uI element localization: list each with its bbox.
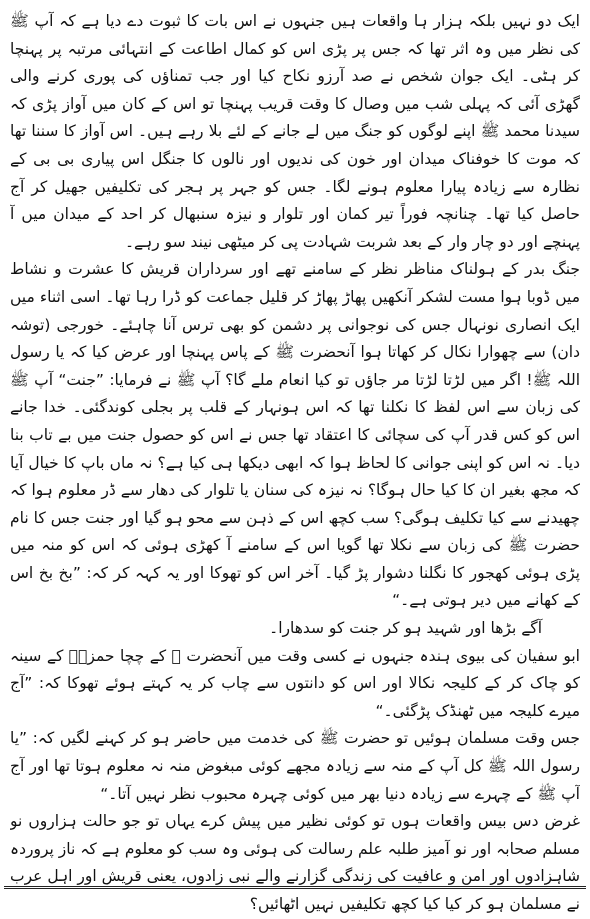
bottom-double-rule [4, 886, 586, 889]
paragraph-1: ایک دو نہیں بلکہ ہزار ہا واقعات ہیں جنہوں نے اس بات کا ثبوت دے دیا ہے کہ آپ ﷺ کی نظر میں وہ اثر تھا کہ جس پر پڑی اس کو کمال اطاعت کے انتہائی مرتبہ پر پہنچا کر ہٹی۔ ایک جوان شخص نے صد آرزو نکاح کیا اور جب تمناؤں کی پوری کرنے والی گھڑی آئی کہ پہلی شب میں وصال کا وقت قریب پہنچا تو اس کے کان میں آواز پڑی کہ سیدنا محمد ﷺ اپنے لوگوں کو جنگ میں لے جانے کے لئے بلا رہے ہیں۔ اس آواز کا سننا تھا کہ موت کا خوفناک میدان اور خون کی ندیوں اور نالوں کا جنگل اس پیاری بی بی کے نظارہ سے زیادہ پیارا معلوم ہونے لگا۔ جس کو جہر پر ہجر کی تکلیفیں جھیل کر آج حاصل کیا تھا۔ چنانچہ فوراً تیر کمان اور تلوار و نیزہ سنبھال کر احد کے میدان میں آ پہنچے اور دو چار وار کے بعد شربت شہادت پی کر میٹھی نیند سو رہے۔ [10, 12, 580, 251]
paragraph-2: جنگ بدر کے ہولناک مناظر نظر کے سامنے تھے اور سرداران قریش کا عشرت و نشاط میں ڈوبا ہوا مست لشکر آنکھیں پھاڑ پھاڑ کر قلیل جماعت کو ڈرا رہا تھا۔ اسی اثناء میں ایک انصاری نونہال جس کی نوجوانی پر دشمن کو بھی ترس آنا چاہئے۔ خورجی (توشہ دان) سے چھوارا نکال کر کھاتا ہوا آنحضرت ﷺ کے پاس پہنچا اور عرض کیا کہ یا رسول اللہ ﷺ! اگر میں لڑتا لڑتا مر جاؤں تو کیا انعام ملے گا؟ آپ ﷺ نے فرمایا: ”جنت“ آپ ﷺ کی زبان سے اس لفظ کا نکلنا تھا کہ اس ہونہار کے قلب پر بجلی کوندگئی۔ خدا جانے اس کو کس قدر آپ کی سچائی کا اعتقاد تھا جس نے اس کو حصول جنت میں بے تاب بنا دیا۔ نہ اس کو اپنی جوانی کا لحاظ ہوا کہ ابھی دیکھا ہی کیا ہے؟ نہ ماں باپ کا خیال آیا کہ مجھ بغیر ان کا کیا حال ہوگا؟ نہ نیزہ کی سنان یا تلوار کی دھار سے ڈر معلوم ہوا کہ چھیدنے سے کیا تکلیف ہوگی؟ سب کچھ اس کے ذہن سے محو ہو گیا اور جنت جس کا نام حضرت ﷺ کی زبان سے نکلا تھا گویا اس کے سامنے آ کھڑی ہوئی کہ اس کو منہ میں پڑی ہوئی کھجور کا نگلنا دشوار پڑ گیا۔ آخر اس کو تھوکا اور یہ کہہ کر کہ: ”بخ بخ اس کے کھانے میں دیر ہوتی ہے۔“ [10, 260, 580, 610]
paragraph-4: ابو سفیان کی بیوی ہندہ جنہوں نے کسی وقت میں آنحضرت ﷺ کے چچا حمزہؓ کے سینہ کو چاک کر کے کلیجہ نکالا اور اس کو دانتوں سے چاب کر یہ کہتے ہوئے تھوکا کہ: ”آج میرے کلیجہ میں ٹھنڈک پڑگئی۔“ [10, 646, 580, 720]
urdu-text-column [10, 8, 580, 919]
paragraph-6: غرض دس بیس واقعات ہوں تو کوئی نظیر میں پیش کرے یہاں تو جو حالت ہزاروں نو مسلم صحابہ اور نو آمیز طلبہ علم رسالت کی ہوئی وہ سب کو معلوم ہے کہ ناز پروردہ شاہزادوں اور امن و عافیت کی زندگی گزارنے والے نبی زادوں، یعنی قریش اور اہل عرب نے مسلمان ہو کر کیا کیا کچھ تکلیفیں نہیں اٹھائیں؟ [10, 812, 580, 913]
paragraph-5: جس وقت مسلمان ہوئیں تو حضرت ﷺ کی خدمت میں حاضر ہو کر کہنے لگیں کہ: ”یا رسول اللہ ﷺ کل آپ کے منہ سے زیادہ مجھے کوئی مبغوض منہ نہ معلوم ہوتا تھا اور آج آپ ﷺ کے چہرے سے زیادہ دنیا بھر میں کوئی چہرہ محبوب نظر نہیں آتا۔“ [10, 729, 580, 803]
paragraph-3: آگے بڑھا اور شہید ہو کر جنت کو سدھارا۔ [269, 619, 542, 638]
